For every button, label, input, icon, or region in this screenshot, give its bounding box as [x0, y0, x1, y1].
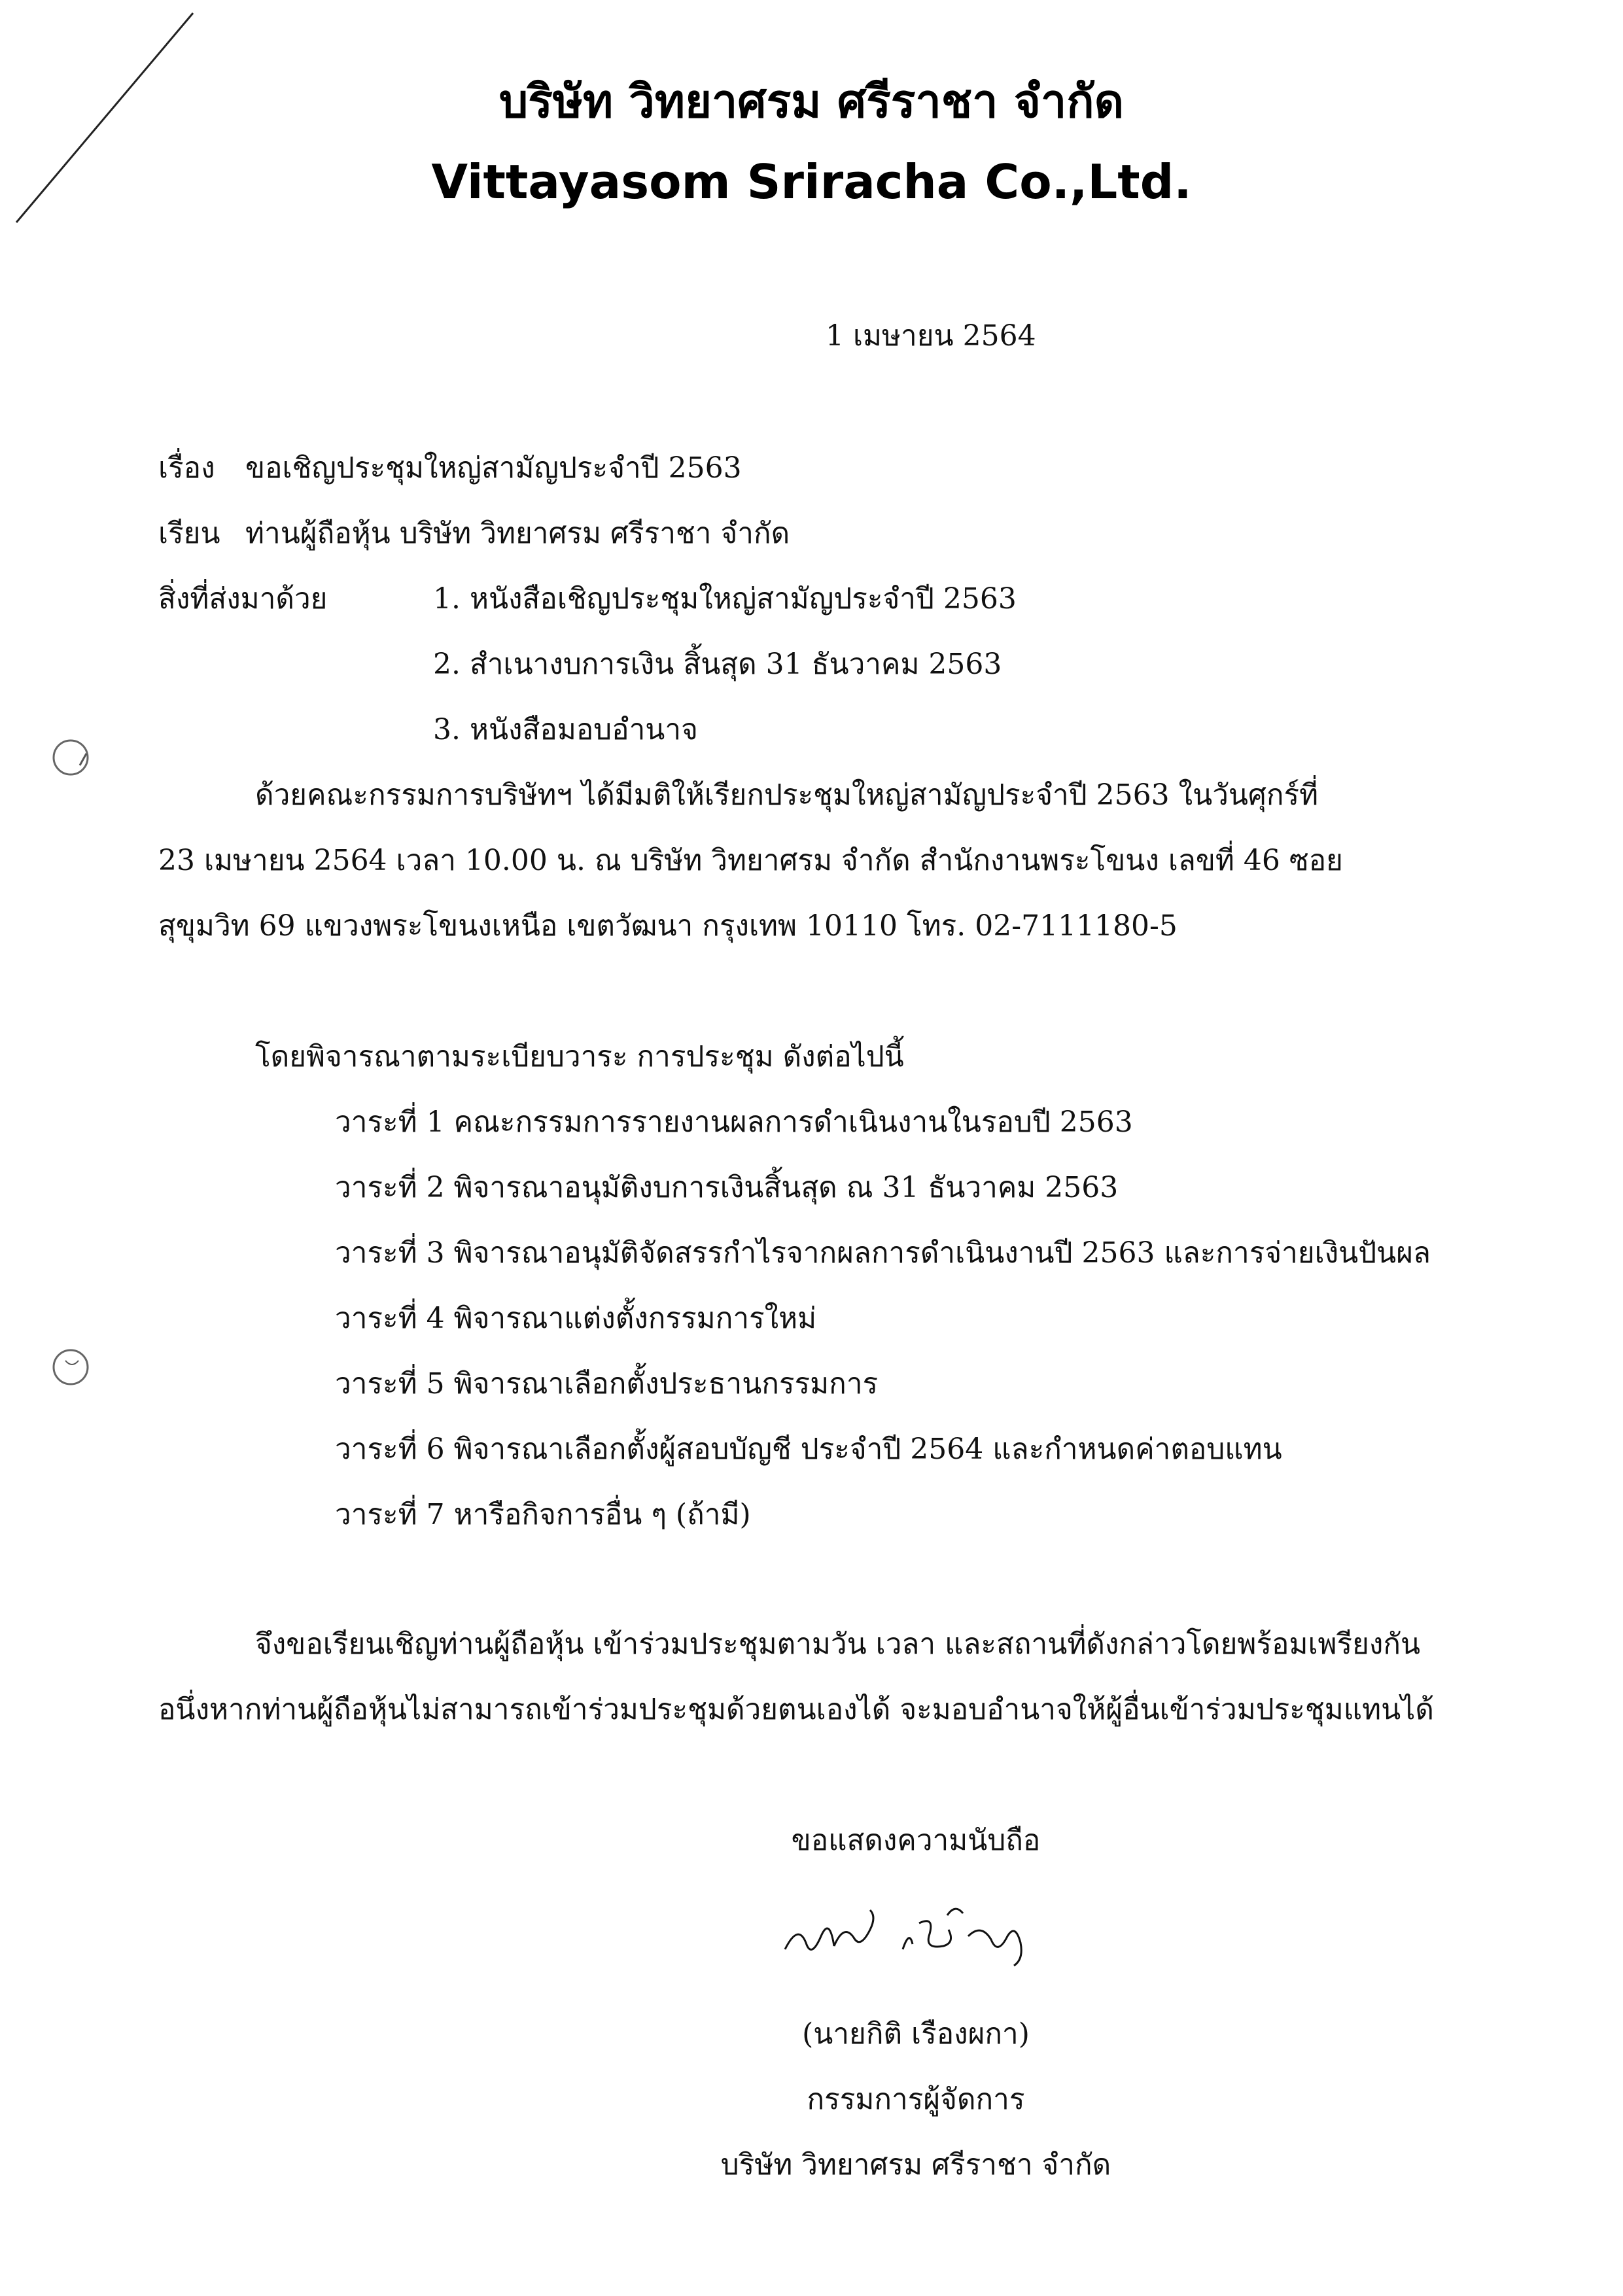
- punch-hole-mark: [46, 1341, 98, 1393]
- company-name-thai: บริษัท วิทยาศรม ศรีราชา จำกัด: [498, 75, 1125, 128]
- agenda-item: วาระที่ 6 พิจารณาเลือกตั้งผู้สอบบัญชี ประจำปี 2564 และกำหนดค่าตอบแทน: [335, 1433, 1282, 1466]
- handwritten-signature: [772, 1884, 1047, 1982]
- agenda-item: วาระที่ 5 พิจารณาเลือกตั้งประธานกรรมการ: [335, 1367, 879, 1400]
- closing-line: อนึ่งหากท่านผู้ถือหุ้นไม่สามารถเข้าร่วมประชุมด้วยตนเองได้ จะมอบอำนาจให้ผู้อื่นเข้าร่วมประชุมแทนได้: [158, 1693, 1434, 1726]
- enclosures-label: สิ่งที่ส่งมาด้วย: [158, 582, 328, 616]
- signatory-position: กรรมการผู้จัดการ: [807, 2083, 1025, 2116]
- subject-text: ขอเชิญประชุมใหญ่สามัญประจำปี 2563: [245, 451, 742, 485]
- intro-line: ด้วยคณะกรรมการบริษัทฯ ได้มีมติให้เรียกประชุมใหญ่สามัญประจำปี 2563 ในวันศุกร์ที่: [255, 778, 1319, 812]
- enclosure-item: 1. หนังสือเชิญประชุมใหญ่สามัญประจำปี 2563: [433, 582, 1017, 616]
- punch-hole-mark: [46, 731, 98, 784]
- recipient-text: ท่านผู้ถือหุ้น บริษัท วิทยาศรม ศรีราชา จำกัด: [245, 517, 790, 550]
- recipient-label: เรียน: [158, 517, 220, 550]
- signatory-name: (นายกิติ เรืองผกา): [802, 2017, 1030, 2051]
- signoff-regards: ขอแสดงความนับถือ: [791, 1824, 1041, 1857]
- agenda-item: วาระที่ 4 พิจารณาแต่งตั้งกรรมการใหม่: [335, 1302, 817, 1335]
- closing-line: จึงขอเรียนเชิญท่านผู้ถือหุ้น เข้าร่วมประชุมตามวัน เวลา และสถานที่ดังกล่าวโดยพร้อมเพรียงกัน: [255, 1627, 1421, 1661]
- company-name-english: Vittayasom Sriracha Co.,Ltd.: [431, 154, 1192, 209]
- agenda-item: วาระที่ 1 คณะกรรมการรายงานผลการดำเนินงานในรอบปี 2563: [335, 1105, 1133, 1139]
- intro-line: 23 เมษายน 2564 เวลา 10.00 น. ณ บริษัท วิทยาศรม จำกัด สำนักงานพระโขนง เลขที่ 46 ซอย: [158, 844, 1343, 877]
- subject-label: เรื่อง: [158, 451, 215, 485]
- agenda-item: วาระที่ 7 หารือกิจการอื่น ๆ (ถ้ามี): [335, 1498, 751, 1531]
- agenda-item: วาระที่ 2 พิจารณาอนุมัติงบการเงินสิ้นสุด ณ 31 ธันวาคม 2563: [335, 1171, 1119, 1204]
- enclosure-item: 2. สำเนางบการเงิน สิ้นสุด 31 ธันวาคม 2563: [433, 648, 1002, 681]
- enclosure-item: 3. หนังสือมอบอำนาจ: [433, 713, 698, 746]
- letter-date: 1 เมษายน 2564: [826, 319, 1036, 353]
- agenda-item: วาระที่ 3 พิจารณาอนุมัติจัดสรรกำไรจากผลการดำเนินงานปี 2563 และการจ่ายเงินปันผล: [335, 1236, 1431, 1270]
- agenda-intro: โดยพิจารณาตามระเบียบวาระ การประชุม ดังต่อไปนี้: [255, 1040, 904, 1073]
- intro-line: สุขุมวิท 69 แขวงพระโขนงเหนือ เขตวัฒนา กรุงเทพ 10110 โทร. 02-7111180-5: [158, 909, 1178, 943]
- signatory-company: บริษัท วิทยาศรม ศรีราชา จำกัด: [720, 2148, 1111, 2182]
